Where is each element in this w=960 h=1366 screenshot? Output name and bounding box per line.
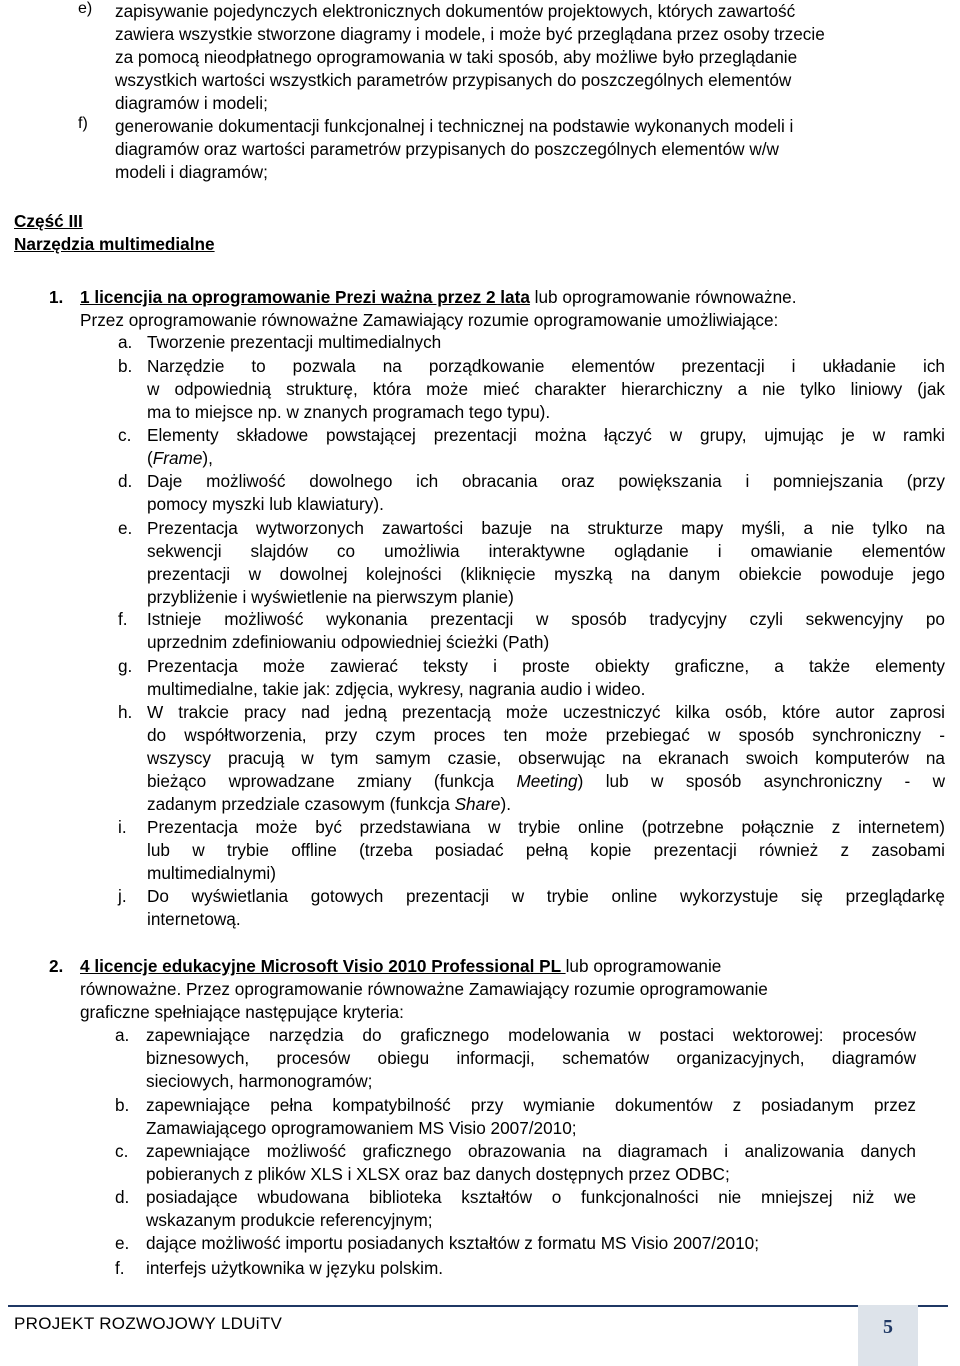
text-line: prezentacji w dowolnej kolejności (kliknięcie myszką na danym obiekcie powoduje jego <box>147 564 945 584</box>
text-line: multimedialnymi) <box>147 863 276 883</box>
list-marker-e: e) <box>78 0 93 17</box>
item1-number: 1. <box>49 287 64 307</box>
page-number: 5 <box>858 1305 918 1366</box>
subitem-marker: b. <box>118 356 133 376</box>
list-item-f <box>115 115 945 184</box>
item2-intro-line: graficzne spełniające następujące kryteria: <box>80 1002 404 1022</box>
item2-header <box>80 955 940 1024</box>
subitem-text <box>147 517 945 609</box>
item1-title: 1 licencjia na oprogramowanie Prezi ważna przez 2 lata <box>80 287 530 307</box>
text-line: interfejs użytkownika w języku polskim. <box>146 1258 444 1278</box>
text-line: bieżąco wprowadzane zmiany (funkcja Meeting) lub w sposób asynchroniczny - w <box>147 771 945 791</box>
text-line: Prezentacja może być przedstawiana w trybie online (potrzebne połącznie z internetem) <box>147 817 945 837</box>
text-line: wszyscy pracują w tym samym czasie, obserwując na ekranach swoich komputerów na <box>147 748 945 768</box>
subitem-marker: f. <box>118 609 128 629</box>
subitem-text <box>146 1024 916 1093</box>
footer-project: PROJEKT ROZWOJOWY LDUiTV <box>14 1314 283 1333</box>
text-line: dające możliwość importu posiadanych kształtów z formatu MS Visio 2007/2010; <box>146 1233 760 1253</box>
text-line: posiadające wbudowana biblioteka kształtów o funkcjonalności nie mniejszej niż we <box>146 1187 916 1207</box>
text-line: diagramów i modeli; <box>115 93 268 113</box>
subitem-text <box>146 1257 916 1280</box>
text-line: Daje możliwość dowolnego ich obracania oraz powiększania i pomniejszania (przy <box>147 471 945 491</box>
subitem-marker: a. <box>118 332 133 352</box>
text-line: W trakcie pracy nad jedną prezentacją może uczestniczyć kilka osób, które autor zaprosi <box>147 702 945 722</box>
subitem-marker: h. <box>118 702 133 722</box>
text-line: diagramów oraz wartości parametrów przypisanych do poszczególnych elementów w/w <box>115 139 779 159</box>
item2-title-rest: lub oprogramowanie <box>565 956 722 976</box>
subitem-text <box>147 885 945 931</box>
text-line: internetową. <box>147 909 241 929</box>
text-line: przybliżenie i wyświetlenie na pierwszym planie) <box>147 587 514 607</box>
subitem-text <box>147 816 945 885</box>
text-line: wskazanym produkcie referencyjnym; <box>146 1210 433 1230</box>
subitem-marker: a. <box>115 1025 130 1045</box>
subitem-text <box>147 424 945 470</box>
subitem-marker: e. <box>115 1233 130 1253</box>
subitem-marker: d. <box>118 471 133 491</box>
text-line: sekwencji slajdów co umożliwia interaktywne oglądanie i omawianie elementów <box>147 541 945 561</box>
subitem-text <box>147 355 945 424</box>
text-line: Narzędzie to pozwala na porządkowanie elementów prezentacji i układanie ich <box>147 356 945 376</box>
text-line: zadanym przedziale czasowym (funkcja Share). <box>147 794 511 814</box>
text-line: ma to miejsce np. w znanych programach tego typu). <box>147 402 551 422</box>
subitem-text <box>146 1140 916 1186</box>
text-line: generowanie dokumentacji funkcjonalnej i technicznej na podstawie wykonanych modeli i <box>115 116 794 136</box>
subitem-marker: i. <box>118 817 127 837</box>
subitem-marker: d. <box>115 1187 130 1207</box>
subitem-text <box>146 1232 916 1255</box>
text-line: Elementy składowe powstającej prezentacji można łączyć w grupy, ujmując je w ramki <box>147 425 945 445</box>
list-item-e <box>115 0 945 115</box>
text-line: Do wyświetlania gotowych prezentacji w trybie online wykorzystuje się przeglądarkę <box>147 886 945 906</box>
text-line: (Frame), <box>147 448 213 468</box>
text-line: pomocy myszki lub klawiatury). <box>147 494 384 514</box>
subitem-text <box>146 1094 916 1140</box>
subitem-text <box>147 655 945 701</box>
text-line: Tworzenie prezentacji multimedialnych <box>147 332 442 352</box>
text-line: Prezentacja może zawierać teksty i proste obiekty graficzne, a także elementy <box>147 656 945 676</box>
subitem-marker: c. <box>118 425 132 445</box>
text-line: multimedialne, takie jak: zdjęcia, wykresy, nagrania audio i wideo. <box>147 679 646 699</box>
text-line: modeli i diagramów; <box>115 162 268 182</box>
text-line: Zamawiającego oprogramowaniem MS Visio 2007/2010; <box>146 1118 577 1138</box>
item2-intro-line: równoważne. Przez oprogramowanie równoważne Zamawiający rozumie oprogramowanie <box>80 979 768 999</box>
text-line: do współtworzenia, przy czym proces ten może przebiegać w sposób synchroniczny - <box>147 725 945 745</box>
text-line: zapewniające pełna kompatybilność przy wymianie dokumentów z posiadanym przez <box>146 1095 916 1115</box>
subitem-text <box>146 1186 916 1232</box>
text-line: w odpowiednią strukturę, która może mieć charakter hierarchiczny a nie tylko liniowy (jak <box>147 379 945 399</box>
item1-intro: Przez oprogramowanie równoważne Zamawiający rozumie oprogramowanie umożliwiające: <box>80 310 779 330</box>
text-line: Istnieje możliwość wykonania prezentacji w sposób tradycyjny czyli sekwencyjny po <box>147 609 945 629</box>
subitem-text <box>147 701 945 816</box>
subitem-marker: f. <box>115 1258 125 1278</box>
subitem-marker: b. <box>115 1095 130 1115</box>
text-line: sieciowych, harmonogramów; <box>146 1071 373 1091</box>
item1-title-rest: lub oprogramowanie równoważne. <box>529 287 797 307</box>
text-line: zapisywanie pojedynczych elektronicznych dokumentów projektowych, których zawartość <box>115 1 796 21</box>
item2-title: 4 licencje edukacyjne Microsoft Visio 2010 Professional PL <box>80 956 566 976</box>
text-line: pobieranych z plików XLS i XLSX oraz baz danych dostępnych przez ODBC; <box>146 1164 730 1184</box>
text-line: uprzednim zdefiniowaniu odpowiedniej ścieżki (Path) <box>147 632 550 652</box>
subitem-marker: g. <box>118 656 133 676</box>
subitem-marker: j. <box>118 886 127 906</box>
section-part: Część III <box>14 211 83 231</box>
footer-divider <box>8 1305 948 1307</box>
text-line: zapewniające narzędzia do graficznego modelowania w postaci wektorowej: procesów <box>146 1025 916 1045</box>
subitem-text <box>147 331 945 354</box>
text-line: lub w trybie offline (trzeba posiadać pełną kopie prezentacji również z zasobami <box>147 840 945 860</box>
item2-number: 2. <box>49 956 64 976</box>
subitem-marker: e. <box>118 518 133 538</box>
subitem-text <box>147 608 945 654</box>
text-line: zapewniające możliwość graficznego obrazowania na diagramach i analizowania danych <box>146 1141 916 1161</box>
text-line: za pomocą nieodpłatnego oprogramowania w taki sposób, aby możliwe było przeglądanie <box>115 47 798 67</box>
list-marker-f: f) <box>78 115 88 132</box>
subitem-text <box>147 470 945 516</box>
item1-header <box>80 286 950 332</box>
section-title: Narzędzia multimedialne <box>14 234 215 254</box>
subitem-marker: c. <box>115 1141 129 1161</box>
text-line: biznesowych, procesów obiegu informacji, schematów organizacyjnych, diagramów <box>146 1048 916 1068</box>
text-line: wszystkich wartości wszystkich parametrów przypisanych do poszczególnych elementów <box>115 70 792 90</box>
text-line: Prezentacja wytworzonych zawartości bazuje na strukturze mapy myśli, a nie tylko na <box>147 518 945 538</box>
text-line: zawiera wszystkie stworzone diagramy i modele, i może być przeglądana przez osoby trzecie <box>115 24 825 44</box>
